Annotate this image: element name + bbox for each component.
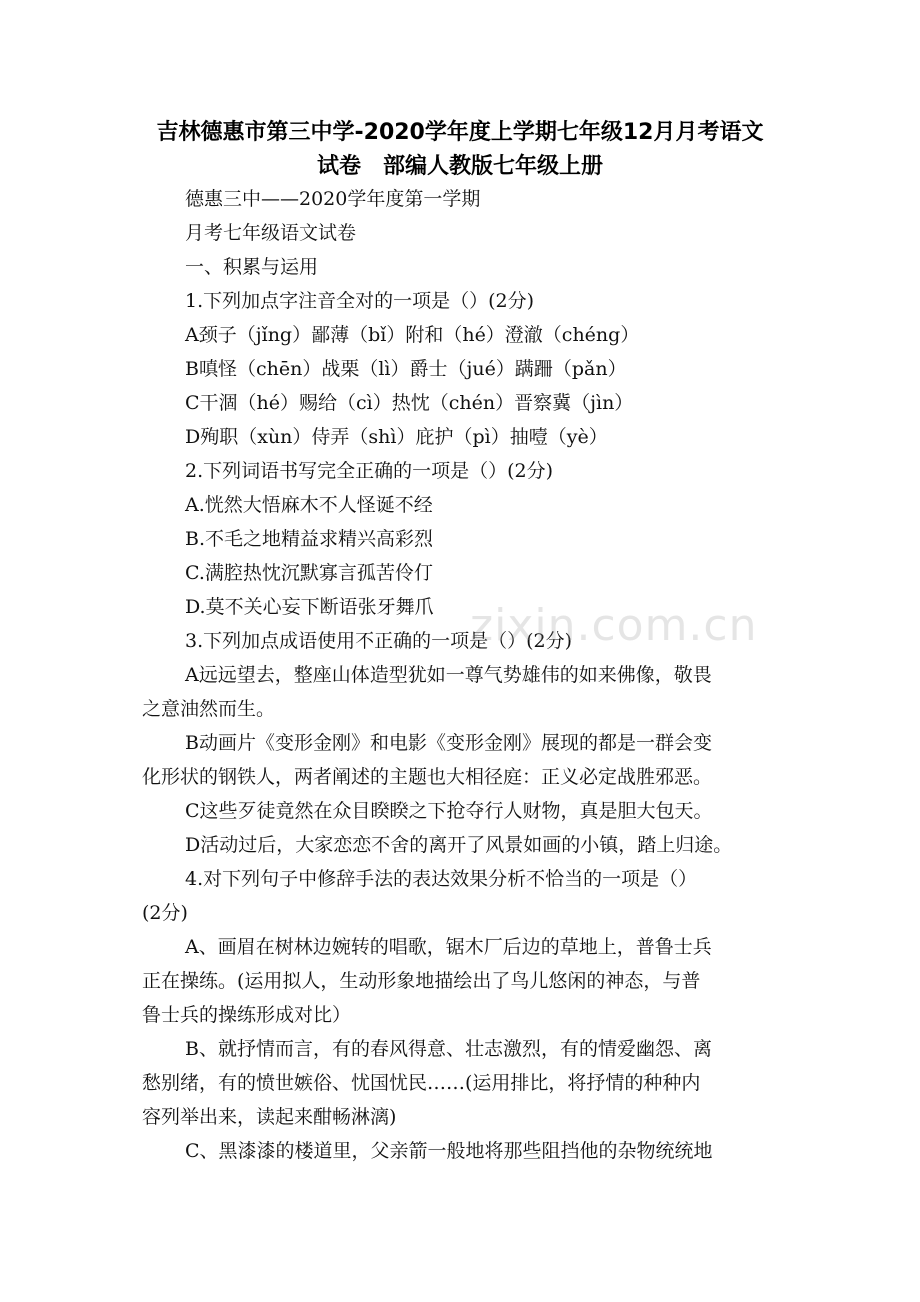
question-1: 1.下列加点字注音全对的一项是（）(2分) [185,290,535,312]
document-title-line-2: 试卷 部编人教版七年级上册 [316,154,603,179]
option-line: B.不毛之地精益求精兴高彩烈 [185,528,434,550]
text-line: 一、积累与运用 [185,256,319,278]
option-line: A远远望去，整座山体造型犹如一尊气势雄伟的如来佛像，敬畏 [185,664,712,686]
option-line: D殉职（xùn）侍弄（shì）庇护（pì）抽噎（yè） [185,426,608,448]
option-line: D活动过后，大家恋恋不舍的离开了风景如画的小镇，踏上归途。 [185,834,733,856]
question-4: 4.对下列句子中修辞手法的表达效果分析不恰当的一项是（） [185,868,698,890]
option-line: C这些歹徒竟然在众目睽睽之下抢夺行人财物，真是胆大包天。 [185,800,713,822]
option-line-continued: 容列举出来，读起来酣畅淋漓) [142,1106,397,1128]
question-4-score: (2分) [142,902,188,924]
option-line: B动画片《变形金刚》和电影《变形金刚》展现的都是一群会变 [185,732,712,754]
option-line: C干涸（hé）赐给（cì）热忱（chén）晋察冀（jìn） [185,392,634,414]
option-line: A、画眉在树林边婉转的唱歌，锯木厂后边的草地上，普鲁士兵 [185,936,712,958]
option-line: C.满腔热忱沉默寡言孤苦伶仃 [185,562,433,584]
question-2: 2.下列词语书写完全正确的一项是（）(2分) [185,460,554,482]
option-line-continued: 之意油然而生。 [142,698,276,720]
text-line: 德惠三中——2020学年度第一学期 [185,188,481,210]
option-line: B嗔怪（chēn）战栗（lì）爵士（jué）蹒跚（pǎn） [185,358,627,380]
option-line: A颈子（jǐng）鄙薄（bǐ）附和（hé）澄澈（chéng） [185,324,640,346]
option-line-continued: 愁别绪，有的愤世嫉俗、忧国忧民……(运用排比，将抒情的种种内 [142,1072,701,1094]
option-line-continued: 正在操练。(运用拟人，生动形象地描绘出了鸟儿悠闲的神态，与普 [142,970,701,992]
option-line-continued: 鲁士兵的操练形成对比） [142,1004,352,1026]
watermark: zixin.com.cn [470,600,758,651]
document-title-line-1: 吉林德惠市第三中学-2020学年度上学期七年级12月月考语文 [156,120,764,145]
question-3: 3.下列加点成语使用不正确的一项是（）(2分) [185,630,573,652]
option-line: D.莫不关心妄下断语张牙舞爪 [185,596,434,618]
text-line: 月考七年级语文试卷 [185,222,357,244]
option-line-continued: 化形状的钢铁人，两者阐述的主题也大相径庭：正义必定战胜邪恶。 [142,766,713,788]
option-line: B、就抒情而言，有的春风得意、壮志激烈，有的情爱幽怨、离 [185,1038,712,1060]
option-line: C、黑漆漆的楼道里，父亲箭一般地将那些阻挡他的杂物统统地 [185,1140,713,1162]
option-line: A.恍然大悟麻木不人怪诞不经 [185,494,433,516]
